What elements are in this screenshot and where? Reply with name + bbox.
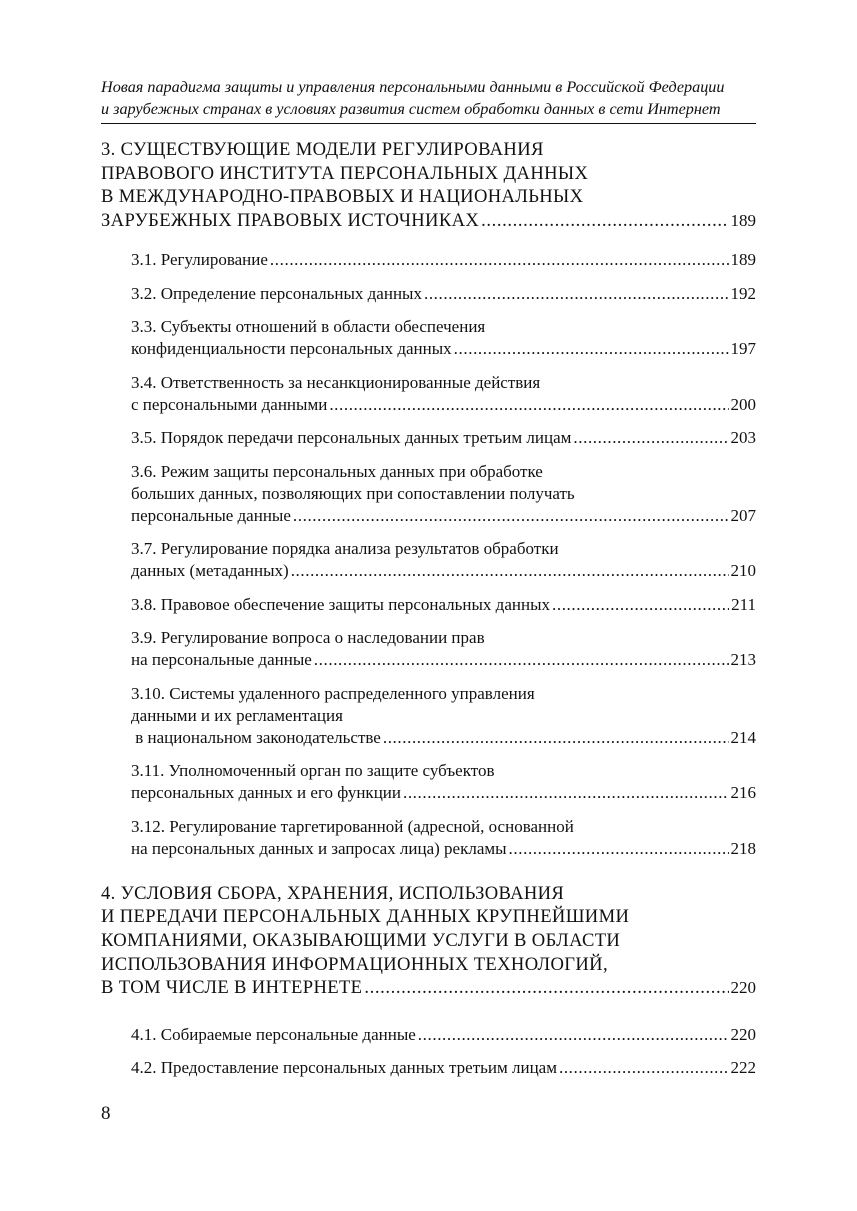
page-ref: 211 [731,594,756,614]
entry-title: конфиденциальности персональных данных [131,339,452,359]
chapter-title-line: В ТОМ ЧИСЛЕ В ИНТЕРНЕТЕ [101,977,363,999]
page-ref: 222 [730,1058,756,1078]
entry-title: с персональными данными [131,394,328,414]
entry-title: 3.2. Определение персональных данных [131,283,422,303]
entry-title-line: 3.4. Ответственность за несанкционированные действия [131,372,541,392]
entry-title: персональных данных и его функции [131,783,401,803]
entry-title: 4.2. Предоставление персональных данных третьим лицам [131,1058,557,1078]
dot-leader [314,649,729,671]
entry-title: 3.8. Правовое обеспечение защиты персональных данных [131,594,550,614]
page-ref: 214 [730,727,756,747]
entry-title-line: 3.12. Регулирование таргетированной (адресной, основанной [131,816,574,836]
running-header-line: Новая парадигма защиты и управления персональными данными в Российской Федерации [101,78,725,96]
toc-entry-3-8[interactable] [101,594,756,616]
toc-chapter-3[interactable] [101,138,756,232]
entry-title: в национальном законодательстве [131,727,381,747]
entry-title-line: 3.6. Режим защиты персональных данных при обработке [131,461,543,481]
page-ref: 203 [730,428,756,448]
chapter-title-line: 3. СУЩЕСТВУЮЩИЕ МОДЕЛИ РЕГУЛИРОВАНИЯ [101,139,544,160]
entry-title-line: 3.11. Уполномоченный орган по защите субъектов [131,761,495,781]
dot-leader [481,209,728,233]
page-ref: 189 [730,250,756,270]
entry-title: персональные данные [131,505,291,525]
running-header-line: и зарубежных странах в условиях развития систем обработки данных в сети Интернет [101,100,721,118]
dot-leader [364,976,728,1000]
table-of-contents [101,138,756,1091]
entry-title-line: больших данных, позволяющих при сопоставлении получать [131,483,575,503]
chapter-title-line: И ПЕРЕДАЧИ ПЕРСОНАЛЬНЫХ ДАННЫХ КРУПНЕЙШИМИ [101,906,630,928]
dot-leader [552,594,729,616]
dot-leader [559,1057,729,1079]
dot-leader [329,394,728,416]
page-ref: 213 [730,650,756,670]
page-ref: 218 [730,838,756,858]
page-ref: 220 [730,1024,756,1044]
entry-title-line: данными и их регламентация [131,705,343,725]
page-ref: 210 [730,561,756,581]
toc-entry-3-1[interactable] [101,249,756,271]
page-ref: 189 [730,210,756,230]
entry-title-line: 3.3. Субъекты отношений в области обеспечения [131,317,486,337]
toc-entry-3-3[interactable] [101,316,756,360]
page-ref: 200 [730,394,756,414]
dot-leader [454,338,729,360]
toc-entry-3-4[interactable] [101,372,756,416]
page-number: 8 [101,1103,111,1124]
entry-title-line: 3.9. Регулирование вопроса о наследовании прав [131,628,485,648]
page-ref: 197 [730,339,756,359]
chapter-title-line: В МЕЖДУНАРОДНО-ПРАВОВЫХ И НАЦИОНАЛЬНЫХ [101,186,584,208]
entry-title-line: 3.7. Регулирование порядка анализа результатов обработки [131,539,559,559]
page-ref: 216 [730,783,756,803]
toc-entry-4-2[interactable] [101,1057,756,1079]
toc-chapter-4[interactable] [101,882,756,1000]
toc-entry-3-9[interactable] [101,627,756,671]
toc-entry-3-12[interactable] [101,816,756,860]
entry-title: 4.1. Собираемые персональные данные [131,1024,416,1044]
toc-entry-3-10[interactable] [101,683,756,749]
toc-entry-4-1[interactable] [101,1024,756,1046]
entry-title: на персональные данные [131,650,312,670]
running-header [101,76,756,124]
dot-leader [418,1024,729,1046]
chapter-title-line: ПРАВОВОГО ИНСТИТУТА ПЕРСОНАЛЬНЫХ ДАННЫХ [101,162,589,184]
toc-entry-3-5[interactable] [101,427,756,449]
entry-title: 3.5. Порядок передачи персональных данных третьим лицам [131,428,572,448]
dot-leader [403,782,729,804]
dot-leader [424,283,729,305]
entry-title-line: 3.10. Системы удаленного распределенного управления [131,683,535,703]
entry-title: на персональных данных и запросах лица) рекламы [131,838,507,858]
page-ref: 192 [730,283,756,303]
chapter-title-line: ИСПОЛЬЗОВАНИЯ ИНФОРМАЦИОННЫХ ТЕХНОЛОГИЙ, [101,953,608,975]
chapter-title-line: КОМПАНИЯМИ, ОКАЗЫВАЮЩИМИ УСЛУГИ В ОБЛАСТИ [101,930,621,952]
dot-leader [509,838,729,860]
toc-entry-3-11[interactable] [101,760,756,804]
entry-title: данных (метаданных) [131,561,289,581]
toc-entry-3-6[interactable] [101,461,756,527]
dot-leader [383,727,729,749]
toc-entry-3-7[interactable] [101,538,756,582]
entry-title: 3.1. Регулирование [131,250,268,270]
dot-leader [291,560,729,582]
dot-leader [270,249,729,271]
page-ref: 207 [730,505,756,525]
dot-leader [573,427,728,449]
chapter-title-line: 4. УСЛОВИЯ СБОРА, ХРАНЕНИЯ, ИСПОЛЬЗОВАНИЯ [101,882,565,904]
dot-leader [293,505,729,527]
chapter-title-line: ЗАРУБЕЖНЫХ ПРАВОВЫХ ИСТОЧНИКАХ [101,209,480,231]
toc-entry-3-2[interactable] [101,283,756,305]
page-ref: 220 [730,978,756,998]
